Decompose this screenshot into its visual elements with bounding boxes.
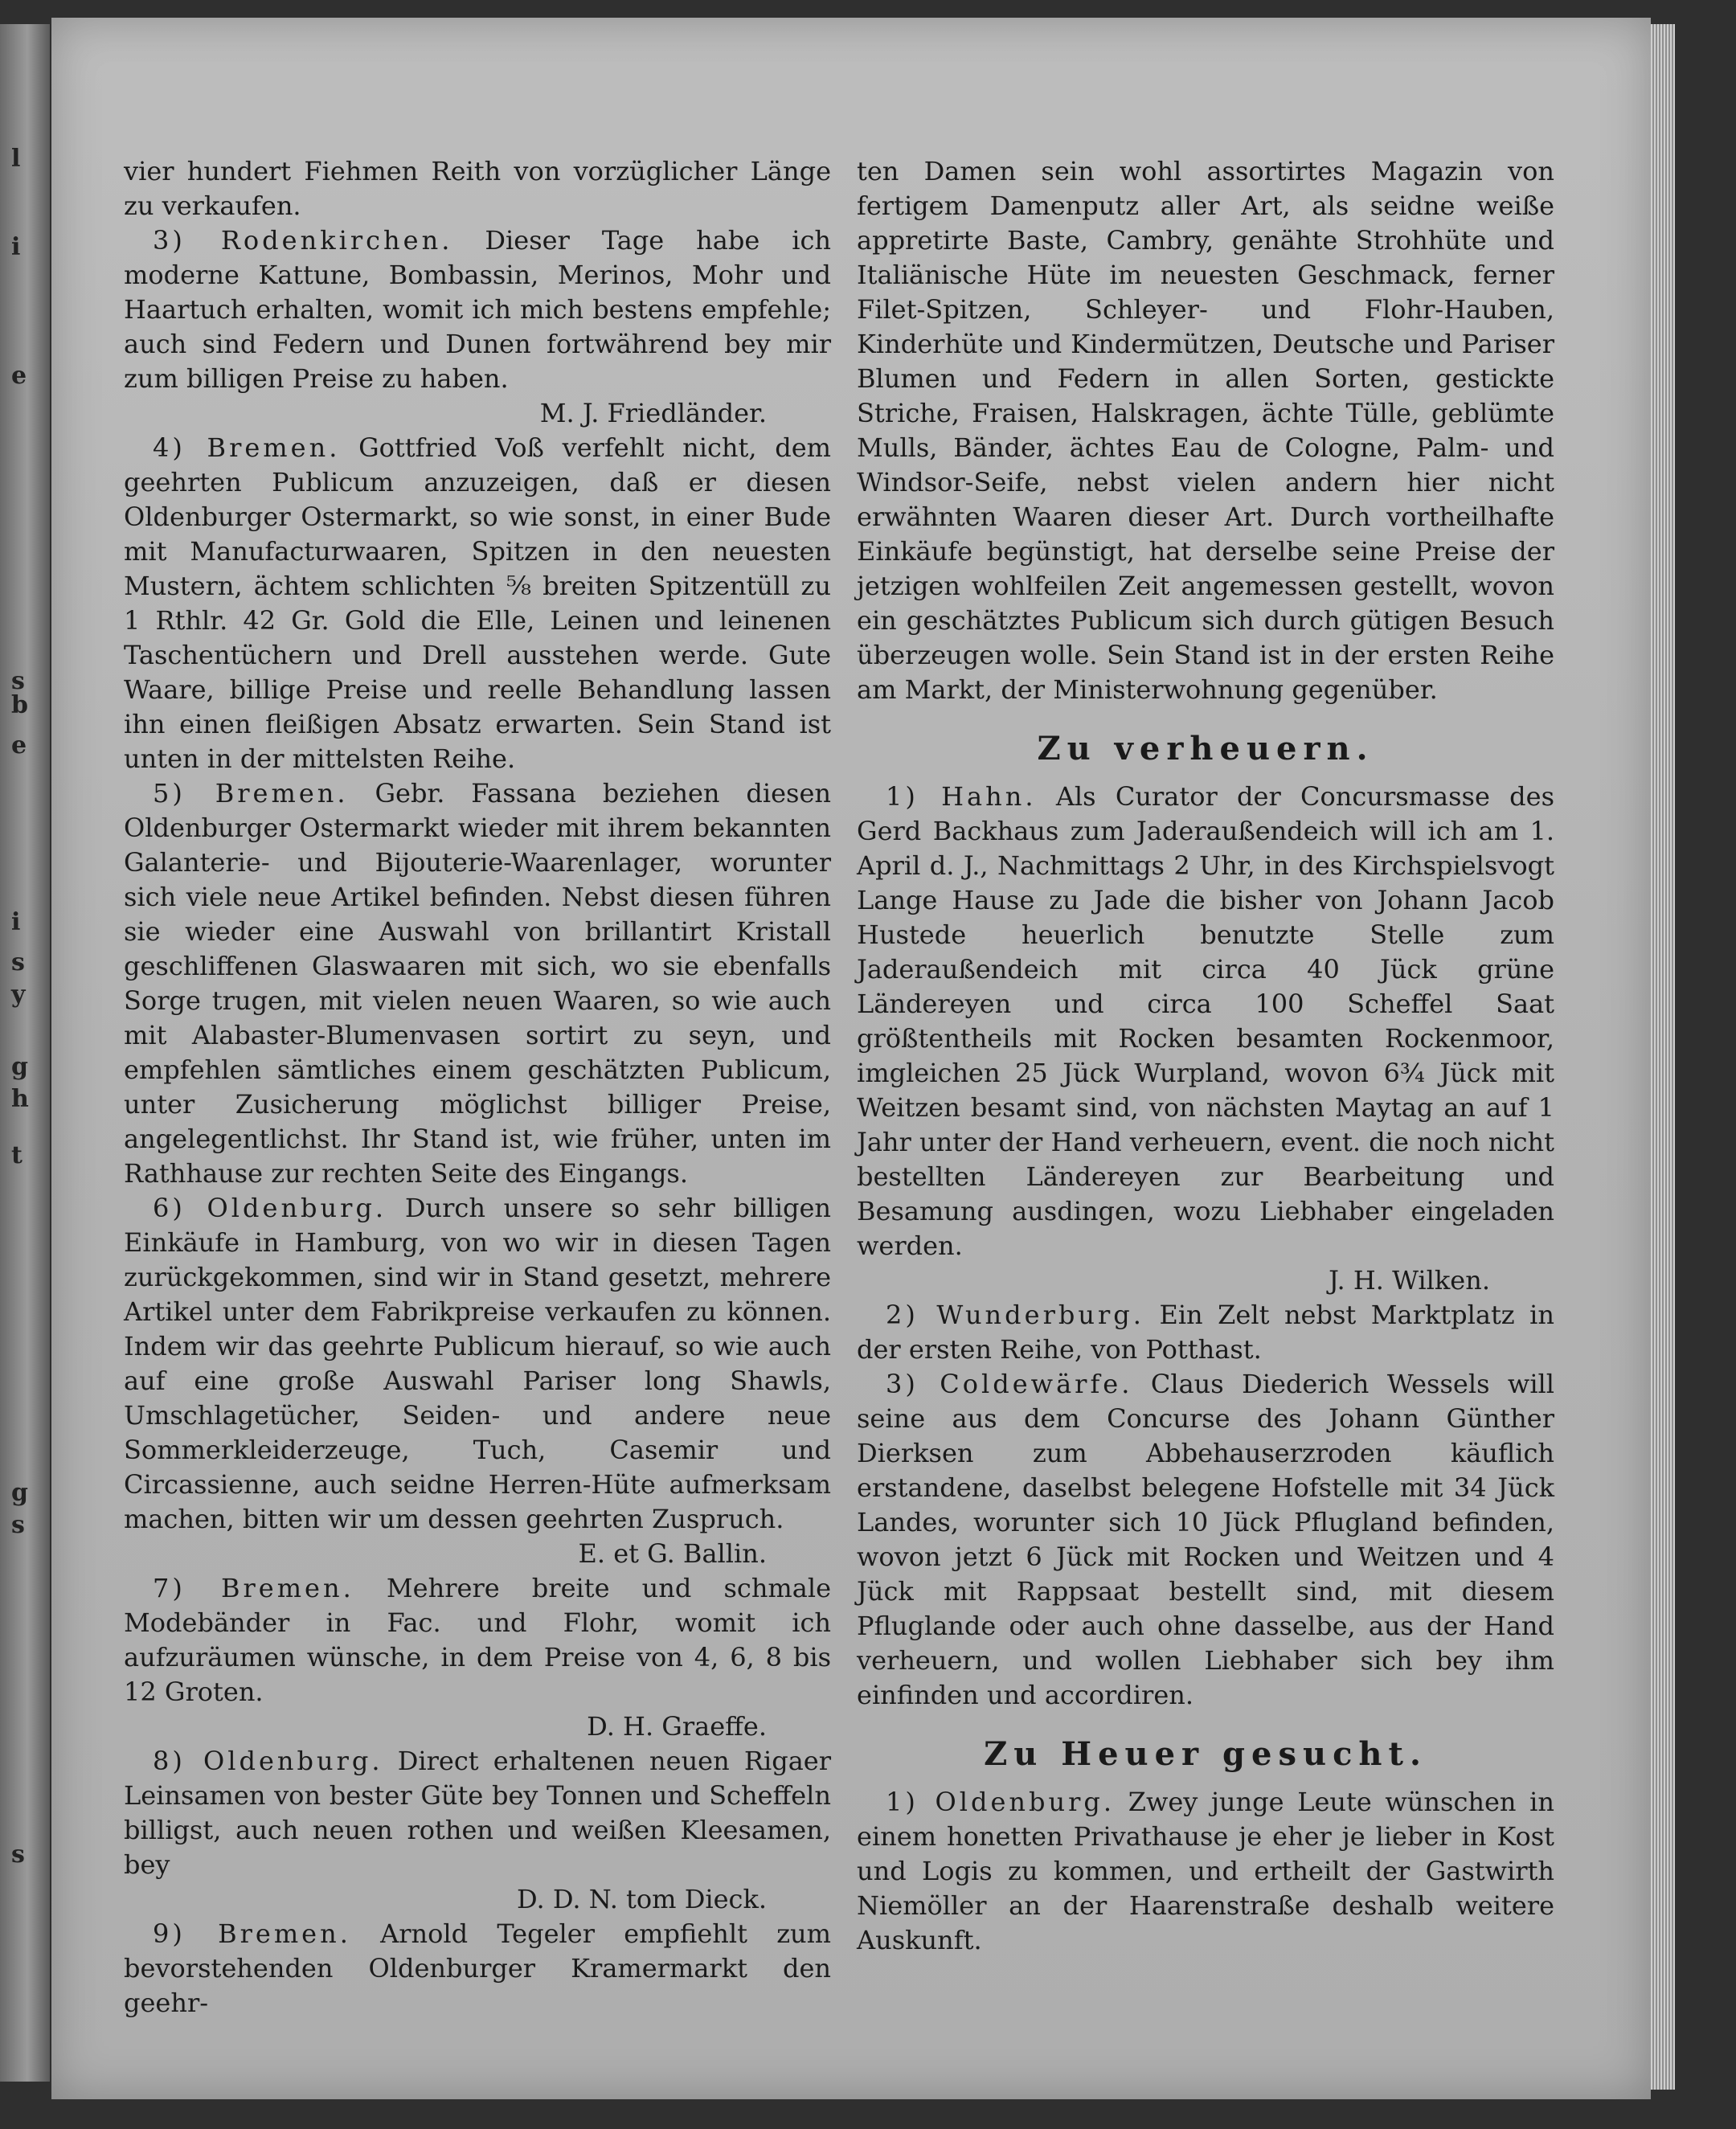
ad-label: 4) Bremen.	[153, 432, 341, 463]
paragraph: vier hundert Fiehmen Reith von vorzüglicher Länge zu verkaufen.	[124, 156, 831, 221]
ad-text: Direct erhaltenen neuen Rigaer Leinsamen von bester Güte bey Tonnen und Scheffeln billigst, auch neuen rothen und weißen Kleesamen, bey	[124, 1746, 832, 1880]
margin-mark: g	[11, 1053, 28, 1081]
margin-mark: s	[11, 948, 25, 976]
ad-text: Durch unsere so sehr billigen Einkäufe in Hamburg, von wo wir in diesen Tagen zurückgekommen, sind wir in Stand gesetzt, mehrere Artikel unter dem Fabrikpreise verkaufen zu können. Indem wir das geehrte Publicum hierauf, so wie auch auf eine große Auswahl Pariser long Shawls, Umschlagetücher, Seiden- und andere neue Sommerkleiderzeuge, Tuch, Casemir und Circassienne, auch seidne Herren-Hüte aufmerksam machen, bitten wir um dessen geehrten Zuspruch.	[124, 1193, 832, 1534]
ad-text: Gebr. Fassana beziehen diesen Oldenburger Ostermarkt wieder mit ihrem bekannten Galanterie- und Bijouterie-Waarenlager, worunter sich viele neue Artikel befinden. Nebst diesen führen sie wieder eine Auswahl von brillantirt Kristall geschliffenen Glaswaaren mit sich, wo sie ebenfalls Sorge trugen, mit vielen neuen Waaren, so wie auch mit Alabaster-Blumenvasen sortirt zu seyn, und empfehlen sämtliches einem geschätzten Publicum, unter Zusicherung möglichst billiger Preise, angelegentlichst. Ihr Stand ist, wie früher, unten im Rathhause zur rechten Seite des Eingangs.	[124, 778, 831, 1189]
signature: J. H. Wilken.	[1329, 1265, 1490, 1296]
signature: D. H. Graeffe.	[587, 1711, 767, 1742]
ad-text: Zwey junge Leute wünschen in einem honetten Privathause je eher je lieber in Kost und Logis zu kommen, und ertheilt der Gastwirth Niemöller an der Haarenstraße deshalb weitere Auskunft.	[857, 1787, 1555, 1955]
advertisement	[857, 1298, 1554, 1367]
ad-label: 3) Rodenkirchen.	[153, 225, 453, 256]
advertisement	[124, 1744, 831, 1882]
advertisement	[124, 223, 831, 396]
margin-mark: s	[11, 667, 25, 695]
margin-mark: g	[11, 1479, 28, 1507]
ad-label: 5) Bremen.	[153, 778, 349, 809]
advertisement	[857, 1367, 1554, 1713]
margin-mark: s	[11, 1511, 25, 1539]
ad-text: Mehrere breite und schmale Modebänder in Fac. und Flohr, womit ich aufzuräumen wünsche, in dem Preise von 4, 6, 8 bis 12 Groten.	[124, 1573, 832, 1707]
margin-mark: y	[11, 981, 26, 1009]
advertisement	[857, 1785, 1554, 1958]
margin-mark: h	[11, 1085, 29, 1113]
ad-label: 1) Oldenburg.	[886, 1787, 1116, 1817]
signature: E. et G. Ballin.	[578, 1538, 767, 1569]
margin-mark: t	[11, 1141, 23, 1169]
advertisement	[124, 776, 831, 1191]
ad-label: 7) Bremen.	[153, 1573, 354, 1603]
advertisement	[124, 431, 831, 776]
margin-mark: l	[11, 145, 21, 173]
ad-label: 1) Hahn.	[886, 781, 1037, 812]
ad-text: Dieser Tage habe ich moderne Kattune, Bombassin, Merinos, Mohr und Haartuch erhalten, womit ich mich bestens empfehle; auch sind Federn und Dunen fortwährend bey mir zum billigen Preise zu haben.	[124, 225, 832, 394]
section-heading: Zu Heuer gesucht.	[984, 1735, 1427, 1773]
ad-text: Ein Zelt nebst Marktplatz in der ersten Reihe, von Potthast.	[857, 1300, 1555, 1365]
margin-mark: s	[11, 1840, 25, 1869]
signature: D. D. N. tom Dieck.	[517, 1884, 767, 1914]
facing-page-sliver	[0, 24, 50, 2082]
margin-mark: e	[11, 731, 27, 759]
ad-text: Gottfried Voß verfehlt nicht, dem geehrten Publicum anzuzeigen, daß er diesen Oldenburger Ostermarkt, so wie sonst, in einer Bude mit Manufacturwaaren, Spitzen in den neuesten Mustern, ächtem schlichten ⅝ breiten Spitzentüll zu 1 Rthlr. 42 Gr. Gold die Elle, Leinen und leinenen Taschentüchern und Drell ausstehen werde. Gute Waare, billige Preise und reelle Behandlung lassen ihn einen fleißigen Absatz erwarten. Sein Stand ist unten in der mittelsten Reihe.	[124, 432, 831, 774]
ad-label: 2) Wunderburg.	[886, 1300, 1144, 1330]
margin-mark: e	[11, 362, 27, 390]
right-column	[857, 154, 1554, 1958]
ad-label: 9) Bremen.	[153, 1918, 351, 1949]
margin-mark: b	[11, 691, 28, 719]
ad-text: Als Curator der Concursmasse des Gerd Backhaus zum Jaderaußendeich will ich am 1. April d. J., Nachmittags 2 Uhr, in des Kirchspielsvogt Lange Hause zu Jade die bisher von Johann Jacob Hustede heuerlich benutzte Stelle zum Jaderaußendeich mit circa 40 Jück grüne Ländereyen und circa 100 Scheffel Saat größtentheils mit Rocken besamten Rockenmoor, imgleichen 25 Jück Wurpland, wovon 6¾ Jück mit Weitzen besamt sind, von nächsten Maytag an auf 1 Jahr unter der Hand verheuern, event. die noch nicht bestellten Ländereyen zur Bearbeitung und Besamung ausdingen, wozu Liebhaber eingeladen werden.	[857, 781, 1555, 1261]
newspaper-page	[51, 18, 1651, 2099]
ad-text: Claus Diederich Wessels will seine aus dem Concurse des Johann Günther Dierksen zum Abbehauserzroden käuflich erstandene, daselbst belegene Hofstelle mit 34 Jück Landes, worunter sich 10 Jück Pflugland befinden, wovon jetzt 6 Jück mit Rocken und Weitzen und 4 Jück mit Rappsaat bestellt sind, mit diesem Pfluglande oder auch ohne dasselbe, aus der Hand verheuern, und wollen Liebhaber sich bey ihm einfinden und accordiren.	[857, 1369, 1555, 1710]
section-heading: Zu verheuern.	[1037, 730, 1374, 768]
advertisement	[124, 1571, 831, 1709]
page-edge	[1651, 24, 1675, 2090]
ad-label: 8) Oldenburg.	[153, 1746, 383, 1776]
margin-mark: i	[11, 908, 21, 936]
ad-label: 6) Oldenburg.	[153, 1193, 387, 1223]
ad-label: 3) Coldewärfe.	[886, 1369, 1133, 1399]
signature: M. J. Friedländer.	[539, 398, 767, 428]
left-column	[124, 154, 831, 2021]
advertisement	[124, 1191, 831, 1537]
paragraph: ten Damen sein wohl assortirtes Magazin von fertigem Damenputz aller Art, als seidne weiße appretirte Baste, Cambry, genähte Strohhüte und Italiänische Hüte im neuesten Geschmack, ferner Filet-Spitzen, Schleyer- und Flohr-Hauben, Kinderhüte und Kindermützen, Deutsche und Pariser Blumen und Federn in allen Sorten, gestickte Striche, Fraisen, Halskragen, ächte Tülle, geblümte Mulls, Bänder, ächtes Eau de Cologne, Palm- und Windsor-Seife, nebst vielen andern hier nicht erwähnten Waaren dieser Art. Durch vortheilhafte Einkäufe begünstigt, hat derselbe seine Preise der jetzigen wohlfeilen Zeit angemessen gestellt, wovon ein geschätztes Publicum sich durch gütigen Besuch überzeugen wolle. Sein Stand ist in der ersten Reihe am Markt, der Ministerwohnung gegenüber.	[857, 156, 1554, 705]
ad-text: Arnold Tegeler empfiehlt zum bevorstehenden Oldenburger Kramermarkt den geehr-	[124, 1918, 831, 2018]
margin-mark: i	[11, 233, 21, 261]
advertisement	[857, 780, 1554, 1263]
advertisement	[124, 1917, 831, 2021]
